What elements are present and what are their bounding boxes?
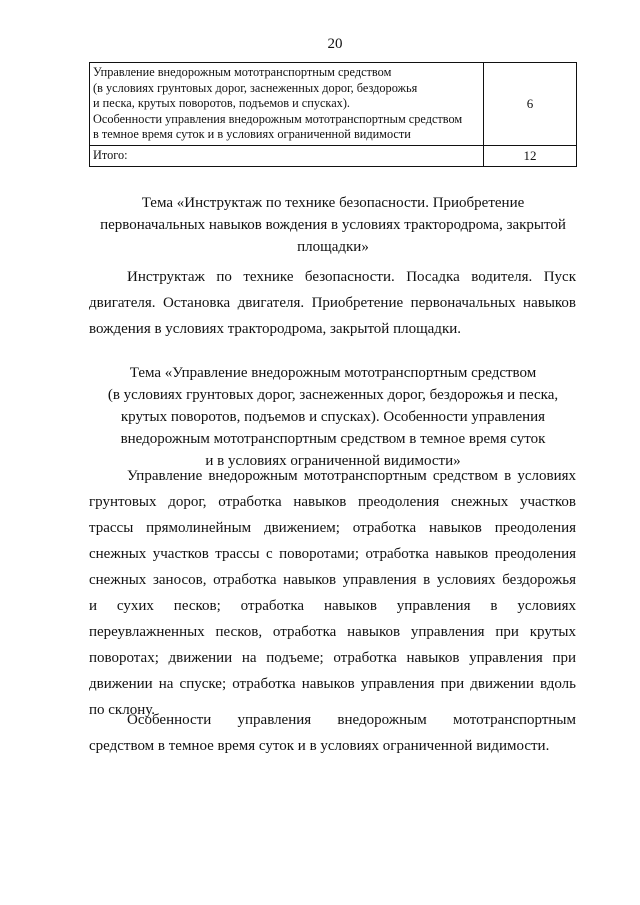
table-cell-hours: 6: [484, 63, 577, 146]
body-line: вождения в условиях трактородрома, закрытой площадки.: [89, 321, 462, 337]
cell-text-line: и песка, крутых поворотов, подъемов и спусках).: [93, 96, 350, 111]
topic-2-body-1: [89, 463, 576, 723]
body-line: Управление внедорожным мототранспортным средством в условиях: [127, 468, 576, 484]
cell-text-line: Особенности управления внедорожным мототранспортным средством: [93, 111, 463, 126]
body-line: средством в темное время суток и в условиях ограниченной видимости.: [89, 738, 550, 754]
heading-line: площадки»: [297, 239, 369, 255]
table-row-total: [90, 145, 577, 166]
body-line: грунтовых дорог, отработка навыков преодоления снежных участков: [89, 494, 576, 510]
body-line: движении на спуске; отработка навыков управления при движении вдоль: [89, 676, 576, 692]
table-cell-total-label: [90, 145, 484, 166]
cell-text-line: Итого:: [93, 147, 128, 162]
body-line: и сухих песков; отработка навыков управления в условиях: [89, 598, 576, 614]
body-line: поворотах; движении на подъеме; отработка навыков управления при: [89, 650, 576, 666]
heading-line: внедорожным мототранспортным средством в темное время суток: [120, 431, 546, 447]
body-line: переувлажненных песков, отработка навыков управления при крутых: [89, 624, 576, 640]
topic-1-body: [89, 264, 576, 342]
heading-line: крутых поворотов, подъемов и спусках). Особенности управления: [120, 409, 546, 425]
body-line: снежных заносов, отработка навыков управления в условиях бездорожья: [89, 572, 576, 588]
table-row: [90, 63, 577, 146]
body-line: трассы прямолинейным движением; отработка навыков преодоления: [89, 520, 576, 536]
topic-2-body-2: [89, 707, 576, 759]
heading-line: первоначальных навыков вождения в условиях трактородрома, закрытой: [100, 217, 566, 233]
body-line: двигателя. Остановка двигателя. Приобретение первоначальных навыков: [89, 295, 576, 311]
table-cell-topic: [90, 63, 484, 146]
cell-text-line: (в условиях грунтовых дорог, заснеженных дорог, бездорожья: [93, 80, 418, 95]
topic-1-heading: [96, 192, 570, 258]
heading-line: Тема «Управление внедорожным мототранспортным средством: [129, 365, 537, 381]
heading-line: и в условиях ограниченной видимости»: [205, 453, 461, 469]
body-line: по склону.: [89, 702, 155, 718]
topic-2-heading: [96, 362, 570, 472]
table-cell-total-hours: 12: [484, 145, 577, 166]
page-number: 20: [327, 36, 343, 52]
cell-text-line: Управление внедорожным мототранспортным средством: [93, 65, 392, 79]
body-line: Особенности управления внедорожным мототранспортным: [127, 712, 576, 728]
hours-table: [89, 62, 577, 167]
heading-line: (в условиях грунтовых дорог, заснеженных дорог, бездорожья и песка,: [107, 387, 559, 403]
body-line: Инструктаж по технике безопасности. Посадка водителя. Пуск: [127, 269, 576, 285]
body-line: снежных участков трассы с поворотами; отработка навыков преодоления: [89, 546, 576, 562]
heading-line: Тема «Инструктаж по технике безопасности. Приобретение: [141, 195, 525, 211]
cell-text-line: в темное время суток и в условиях ограниченной видимости: [93, 127, 411, 142]
